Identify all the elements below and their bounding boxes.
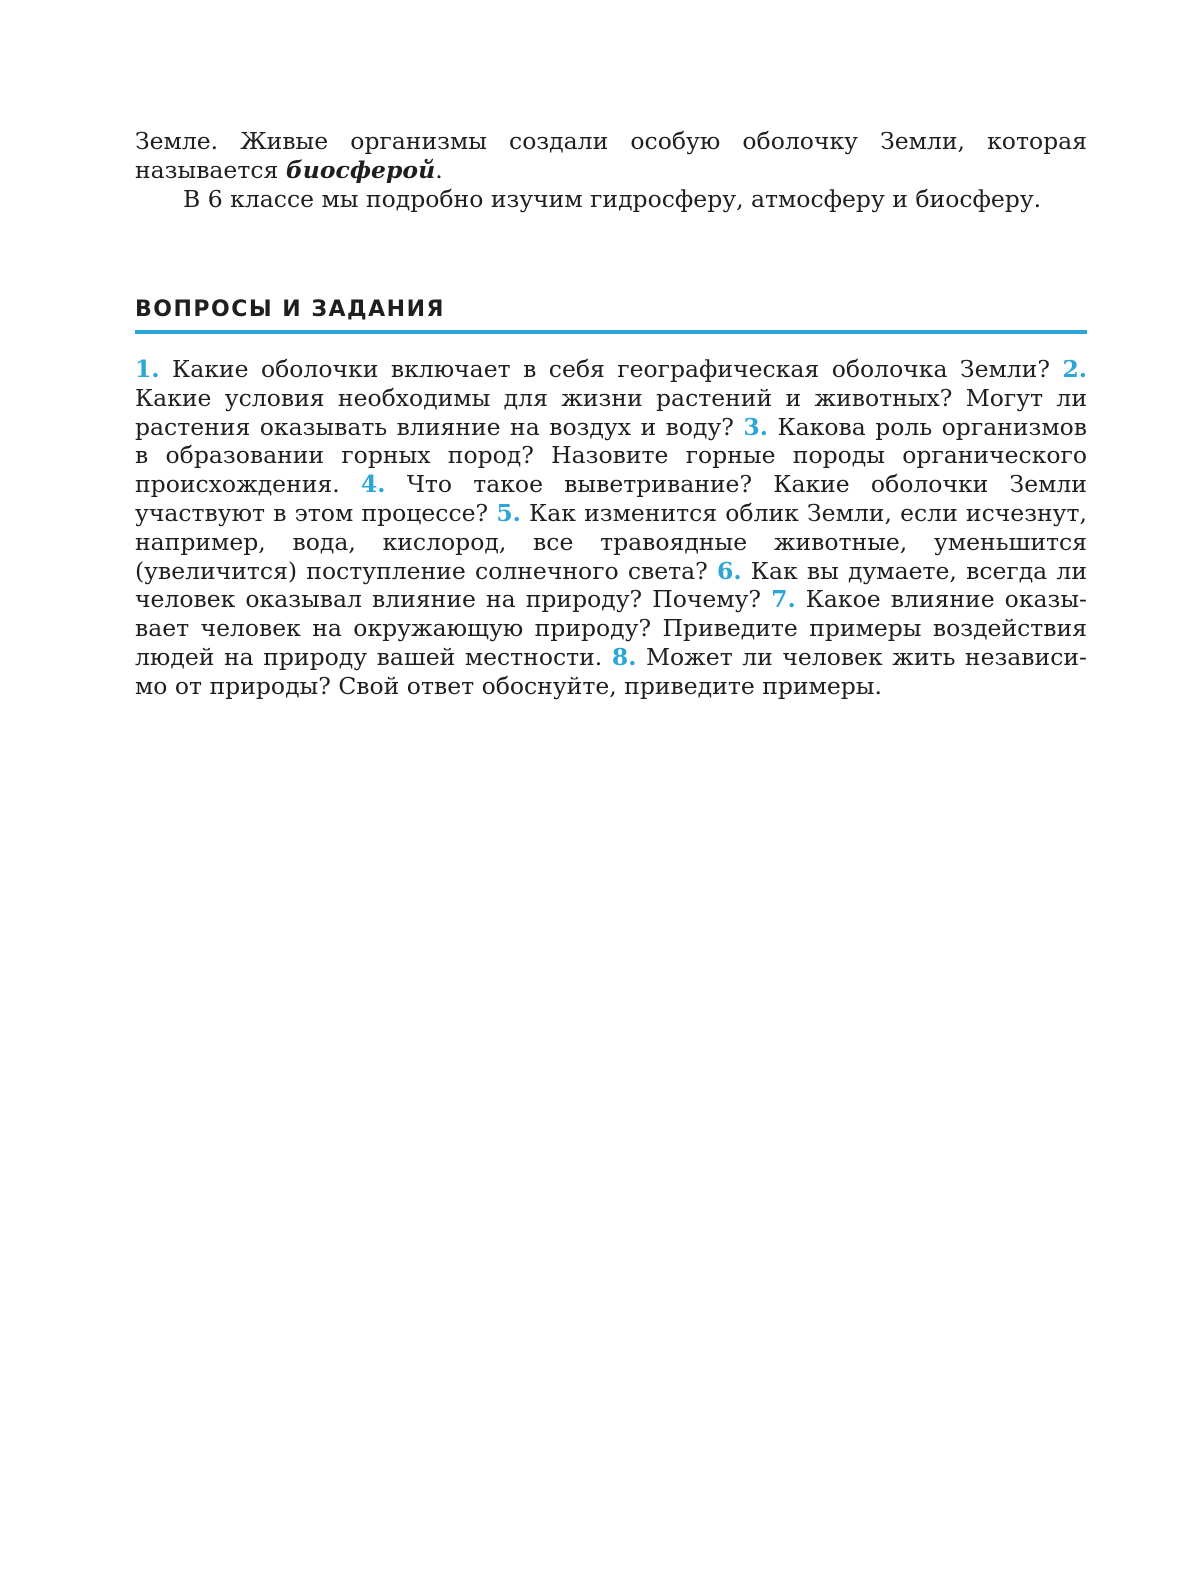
section-title: ВОПРОСЫ И ЗАДАНИЯ [135,297,445,322]
intro-line-1: Земле. Живые организмы создали особую оболочку Земли, кото [135,127,1044,155]
question-text: Что такое выветривание? Какие оболочки Земли участвуют в этом процессе? [135,470,1087,527]
question-text: Какое влияние оказывает человек на окружающую природу? Приведите примеры воздействия людей на природу вашей местности. [135,585,1087,671]
question-text: Как изменится облик Земли, если исчезнут, например, вода, кислород, все травоядные животные, уменьшится (увеличится) поступление солнечного света? [135,498,1087,585]
intro-paragraph-1-end: . [435,155,443,184]
question-number: 5. [496,498,521,527]
questions-block [135,355,1087,701]
term-biosphere: биосферой [285,155,436,184]
question-number: 1. [135,355,160,383]
question-text: Какова роль организмов в образовании горных пород? Назовите горные породы органического происхождения. [135,412,1087,499]
intro-text [135,127,1087,213]
section-divider [135,330,1087,334]
question-number: 7. [771,585,796,614]
intro-paragraph-1 [135,127,1087,185]
intro-line-2-prefix: рая называется [135,127,1087,184]
intro-paragraph-2: В 6 классе мы подробно изучим гидросферу, атмосферу и биосферу. [183,184,1042,213]
question-text: Какие оболочки включает в себя географическая оболочка Земли? [172,355,1050,383]
question-text: Какие условия необходимы для жизни растений и животных? Могут ли растения оказывать влияние на воздух и воду? [135,383,1087,441]
question-number: 2. [1062,355,1087,383]
question-number: 8. [611,642,637,671]
question-number: 3. [743,412,768,441]
question-number: 4. [360,470,386,499]
questions-paragraph [135,355,1087,701]
question-text: Как вы думаете, всегда ли человек оказывал влияние на природу? Почему? [135,556,1087,614]
question-text: Может ли человек жить независимо от природы? Свой ответ обоснуйте, приведите примеры. [135,642,1087,700]
question-number: 6. [717,556,742,585]
